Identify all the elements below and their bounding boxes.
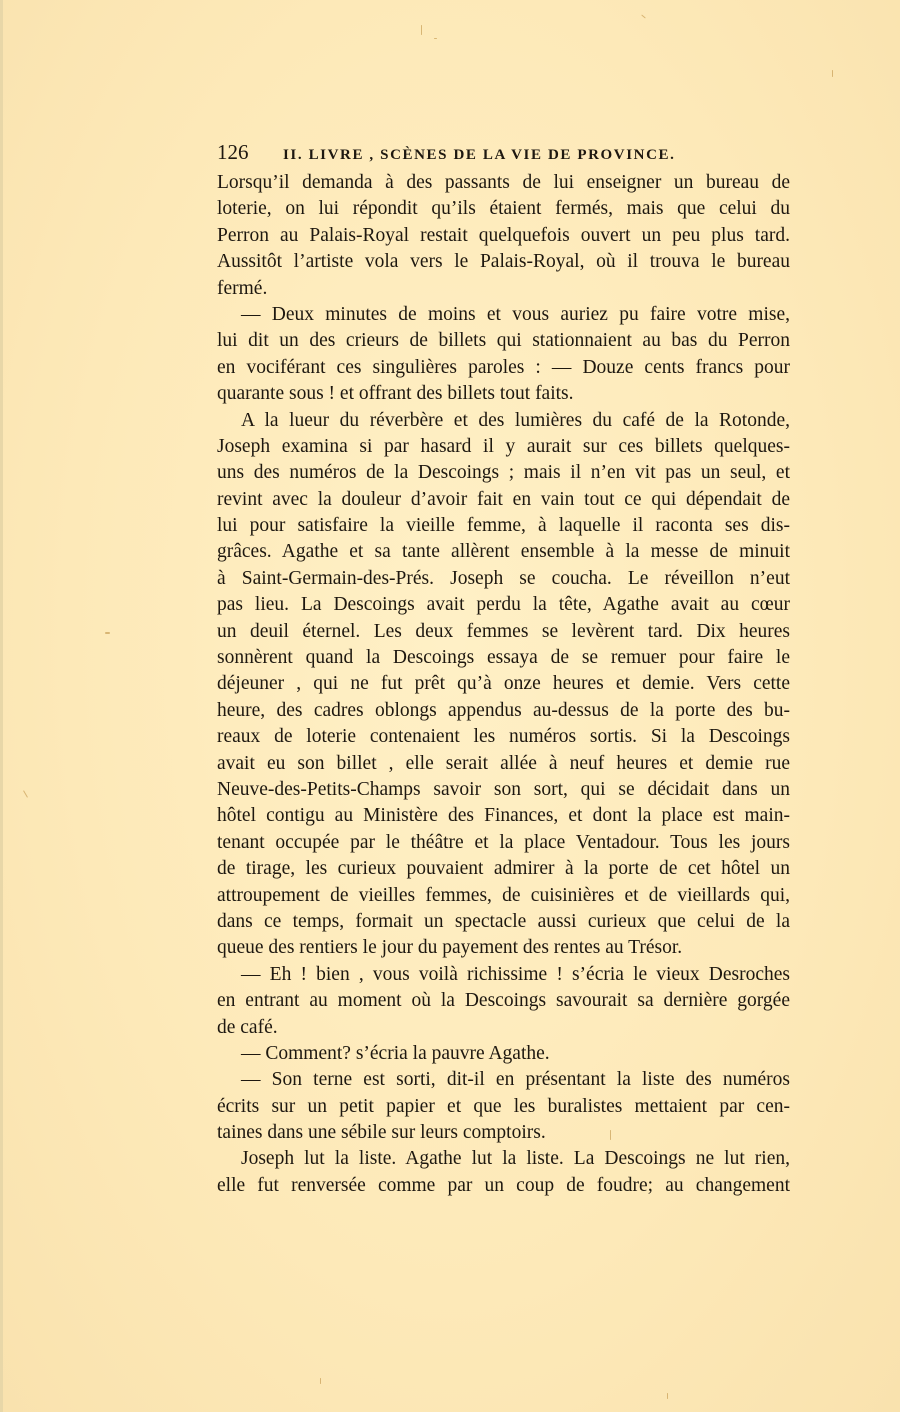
text-line: un deuil éternel. Les deux femmes se levèrent tard. Dix heures [217,620,790,642]
text-line: écrits sur un petit papier et que les buralistes mettaient par cen- [217,1095,790,1117]
text-line: avait eu son billet , elle serait allée à neuf heures et demie rue [217,752,790,774]
paper-speck [641,15,645,19]
text-line: reaux de loterie contenaient les numéros sortis. Si la Descoings [217,726,790,748]
page-edge [0,0,3,1412]
text-line: attroupement de vieilles femmes, de cuisinières et de vieillards qui, [217,884,790,906]
text-line: heure, des cadres oblongs appendus au-dessus de la porte des bu- [217,699,790,721]
text-line: Perron au Palais-Royal restait quelquefois ouvert un peu plus tard. [217,224,790,246]
text-line: uns des numéros de la Descoings ; mais il n’en vit pas un seul, et [217,462,790,484]
text-line: lui dit un des crieurs de billets qui stationnaient au bas du Perron [217,330,790,352]
text-line: à Saint-Germain-des-Prés. Joseph se coucha. Le réveillon n’eut [217,567,790,589]
text-line: sonnèrent quand la Descoings essaya de se remuer pour faire le [217,647,790,669]
text-line: fermé. [217,277,268,299]
text-line: grâces. Agathe et sa tante allèrent ensemble à la messe de minuit [217,541,790,563]
paper-speck [421,25,422,35]
text-line: Joseph lut la liste. Agathe lut la liste. La Descoings ne lut rien, [241,1148,790,1170]
page-number: 126 [217,140,249,164]
text-line: loterie, on lui répondit qu’ils étaient fermés, mais que celui du [217,198,790,220]
text-line: lui pour satisfaire la vieille femme, à laquelle il raconta ses dis- [217,515,790,537]
text-line: déjeuner , qui ne fut prêt qu’à onze heures et demie. Vers cette [217,673,790,695]
text-line: — Son terne est sorti, dit-il en présentant la liste des numéros [241,1069,790,1091]
paper-speck [320,1378,321,1384]
text-line: — Deux minutes de moins et vous auriez pu faire votre mise, [241,303,790,325]
text-line: de tirage, les curieux pouvaient admirer à la porte de cet hôtel un [217,858,790,880]
body-text [217,170,790,1199]
text-line: de café. [217,1016,278,1038]
text-line: hôtel contigu au Ministère des Finances, et dont la place est main- [217,805,790,827]
paper-speck [667,1393,668,1399]
text-line: en entrant au moment où la Descoings savourait sa dernière gorgée [217,990,790,1012]
text-line: — Eh ! bien , vous voilà richissime ! s’écria le vieux Desroches [241,963,790,985]
text-line: revint avec la douleur d’avoir fait en vain tout ce qui dépendait de [217,488,790,510]
text-line: pas lieu. La Descoings avait perdu la tête, Agathe avait au cœur [217,594,790,616]
text-line: A la lueur du réverbère et des lumières du café de la Rotonde, [241,409,790,431]
text-line: — Comment? s’écria la pauvre Agathe. [241,1042,550,1064]
text-line: Joseph examina si par hasard il y aurait sur ces billets quelques- [217,435,790,457]
text-line: en vociférant ces singulières paroles : — Douze cents francs pour [217,356,790,378]
running-head: II. LIVRE , SCÈNES DE LA VIE DE PROVINCE. [283,147,676,163]
text-line: elle fut renversée comme par un coup de foudre; au changement [217,1174,790,1196]
text-line: queue des rentiers le jour du payement des rentes au Trésor. [217,937,683,959]
text-line: Lorsqu’il demanda à des passants de lui enseigner un bureau de [217,172,790,193]
paper-speck [434,38,437,39]
paper-speck [23,790,28,797]
text-line: Neuve-des-Petits-Champs savoir son sort, qui se décidait dans un [217,778,790,800]
text-line: taines dans une sébile sur leurs comptoirs. [217,1122,546,1144]
text-line: quarante sous ! et offrant des billets tout faits. [217,383,574,405]
text-line: tenant occupée par le théâtre et la place Ventadour. Tous les jours [217,831,790,853]
page-header [217,140,790,164]
paper-speck [105,632,110,634]
paper-speck [832,70,833,77]
text-line: dans ce temps, formait un spectacle aussi curieux que celui de la [217,910,790,932]
text-line: Aussitôt l’artiste vola vers le Palais-Royal, où il trouva le bureau [217,251,790,273]
